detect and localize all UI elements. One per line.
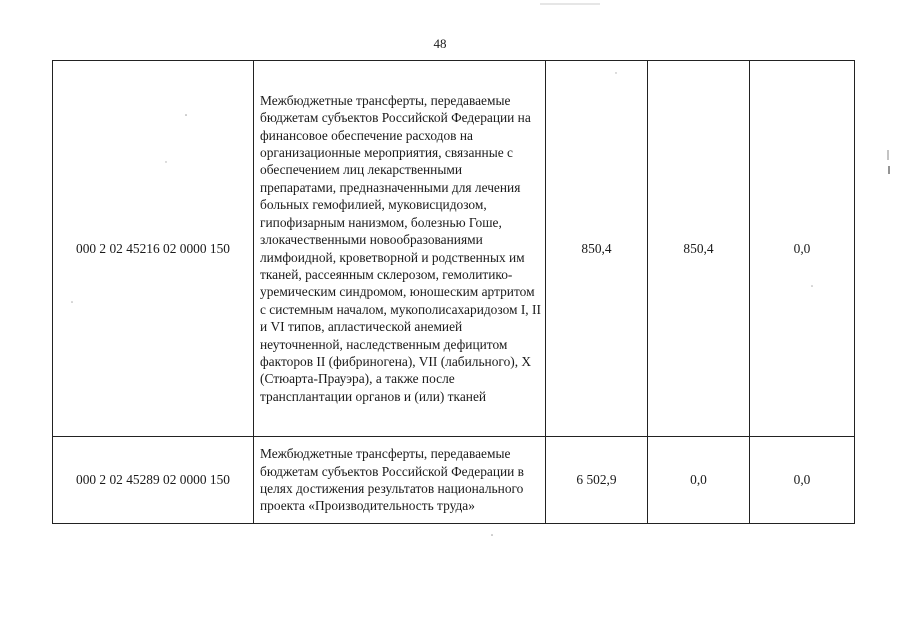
value-column-2: 850,4 — [648, 61, 750, 437]
budget-code: 000 2 02 45216 02 0000 150 — [53, 61, 254, 437]
value-column-1: 850,4 — [546, 61, 648, 437]
value-column-3: 0,0 — [750, 437, 855, 524]
description-text: Межбюджетные трансферты, передаваемые бюджетам субъектов Российской Федерации на финансовое обеспечение расходов на организационные мероприятия, связанные с обеспечением лиц лекарственными препаратами, предназначенными для лечения больных гемофилией, муковисцидозом, гипофизарным нанизмом, болезнью Гоше, злокачественными новообразованиями лимфоидной, кроветворной и родственных им тканей, рассеянным склерозом, гемолитико-уремическим синдромом, юношеским артритом с системным началом, мукополисахаридозом I, II и VI типов, апластической анемией неуточненной, наследственным дефицитом факторов II (фибриногена), VII (лабильного), X (Стюарта-Прауэра), а также после трансплантации органов и (или) тканей — [260, 92, 541, 404]
row-description — [254, 437, 546, 524]
page-number: 48 — [433, 36, 447, 51]
value-column-3: 0,0 — [750, 61, 855, 437]
budget-table — [52, 60, 855, 524]
description-text: Межбюджетные трансферты, передаваемые бюджетам субъектов Российской Федерации в целях достижения результатов национального проекта «Производительность труда» — [260, 446, 524, 514]
table-row — [53, 437, 855, 524]
table-row — [53, 61, 855, 437]
row-description — [254, 61, 546, 437]
value-column-2: 0,0 — [648, 437, 750, 524]
value-column-1: 6 502,9 — [546, 437, 648, 524]
budget-code: 000 2 02 45289 02 0000 150 — [53, 437, 254, 524]
